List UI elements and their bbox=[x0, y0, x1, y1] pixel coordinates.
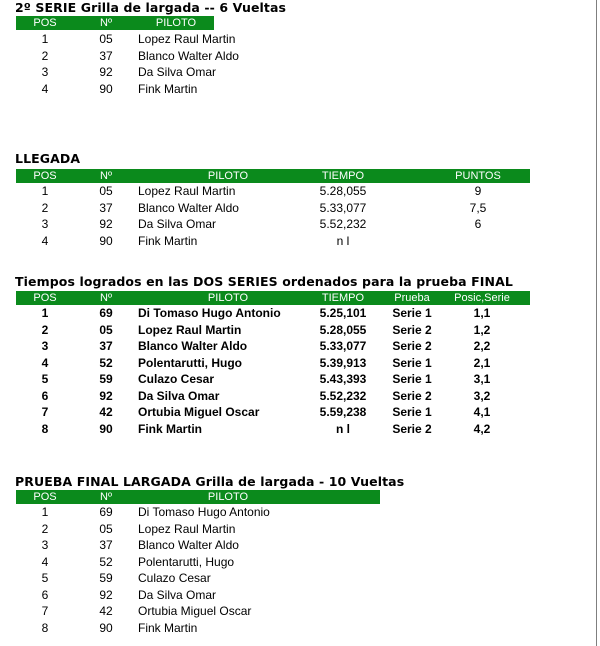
table-row bbox=[16, 322, 530, 339]
table-row bbox=[16, 48, 530, 65]
table-row bbox=[16, 404, 530, 421]
cell-pos: 4 bbox=[41, 554, 49, 569]
cell-piloto: Ortubia Miguel Oscar bbox=[138, 405, 260, 419]
table-row bbox=[16, 233, 530, 250]
cell-pos: 1 bbox=[41, 32, 49, 46]
cell-piloto: Lopez Raul Martin bbox=[138, 32, 236, 46]
cell-tiempo: n l bbox=[336, 421, 350, 436]
table-row bbox=[16, 64, 530, 81]
col-header-pos: POS bbox=[33, 491, 57, 503]
table-row bbox=[16, 587, 530, 604]
col-header-pos: POS bbox=[33, 17, 57, 29]
page-right-border bbox=[596, 0, 597, 646]
cell-pos: 3 bbox=[41, 65, 49, 79]
col-header-pos: POS bbox=[33, 292, 57, 304]
serie2-header-row bbox=[16, 16, 214, 30]
cell-piloto: Fink Martin bbox=[138, 620, 198, 635]
cell-tiempo: 5.52,232 bbox=[319, 217, 367, 231]
cell-pos: 1 bbox=[41, 184, 49, 198]
col-header-piloto: PILOTO bbox=[207, 292, 249, 304]
table-row bbox=[16, 537, 530, 554]
tiempos-title: Tiempos logrados en las DOS SERIES ordenados para la prueba FINAL bbox=[15, 274, 513, 289]
cell-tiempo: 5.52,232 bbox=[319, 388, 367, 403]
table-row bbox=[16, 81, 530, 98]
final-header-row bbox=[16, 490, 380, 504]
cell-piloto: Blanco Walter Aldo bbox=[138, 48, 239, 63]
cell-pos: 7 bbox=[41, 604, 49, 618]
cell-piloto: Culazo Cesar bbox=[138, 571, 211, 585]
cell-piloto: Blanco Walter Aldo bbox=[138, 339, 248, 353]
cell-piloto: Da Silva Omar bbox=[138, 587, 217, 602]
cell-num: 92 bbox=[99, 65, 113, 79]
table-row bbox=[16, 305, 530, 322]
cell-pos: 4 bbox=[41, 355, 49, 370]
cell-num: 05 bbox=[99, 32, 113, 46]
cell-num: 37 bbox=[99, 200, 113, 215]
cell-num: 42 bbox=[99, 604, 113, 618]
cell-posic: 3,2 bbox=[473, 388, 491, 403]
cell-puntos: 9 bbox=[474, 184, 482, 198]
cell-prueba: Serie 1 bbox=[392, 355, 432, 370]
cell-piloto: Lopez Raul Martin bbox=[138, 521, 236, 536]
cell-tiempo: 5.39,913 bbox=[319, 355, 367, 370]
cell-piloto: Lopez Raul Martin bbox=[138, 322, 242, 337]
cell-pos: 2 bbox=[41, 200, 49, 215]
cell-pos: 5 bbox=[41, 372, 49, 386]
table-row bbox=[16, 183, 530, 200]
cell-posic: 4,1 bbox=[473, 405, 491, 419]
cell-num: 37 bbox=[99, 339, 113, 353]
cell-pos: 2 bbox=[41, 521, 49, 536]
col-header-prueba: Prueba bbox=[394, 292, 430, 304]
llegada-header-row bbox=[16, 169, 530, 183]
cell-pos: 8 bbox=[41, 421, 49, 436]
cell-piloto: Lopez Raul Martin bbox=[138, 184, 236, 198]
serie2-title: 2º SERIE Grilla de largada -- 6 Vueltas bbox=[15, 0, 287, 15]
cell-num: 59 bbox=[99, 571, 113, 585]
llegada-title: LLEGADA bbox=[15, 151, 81, 166]
col-header-tiempo: TIEMPO bbox=[321, 170, 365, 182]
cell-pos: 2 bbox=[41, 48, 49, 63]
table-row bbox=[16, 504, 530, 521]
cell-pos: 3 bbox=[41, 538, 49, 552]
cell-tiempo: 5.33,077 bbox=[319, 200, 367, 215]
cell-pos: 3 bbox=[41, 339, 49, 353]
col-header-pos: POS bbox=[33, 170, 57, 182]
cell-tiempo: 5.28,055 bbox=[319, 184, 367, 198]
cell-piloto: Da Silva Omar bbox=[138, 65, 217, 79]
col-header-num: Nº bbox=[100, 170, 112, 182]
cell-pos: 6 bbox=[41, 388, 49, 403]
cell-piloto: Blanco Walter Aldo bbox=[138, 538, 239, 552]
cell-posic: 2,2 bbox=[473, 339, 491, 353]
table-row bbox=[16, 31, 530, 48]
table-row bbox=[16, 570, 530, 587]
cell-tiempo: 5.25,101 bbox=[319, 306, 367, 320]
cell-puntos: 6 bbox=[474, 217, 482, 231]
cell-piloto: Culazo Cesar bbox=[138, 372, 215, 386]
cell-prueba: Serie 2 bbox=[392, 388, 432, 403]
cell-tiempo: 5.43,393 bbox=[319, 372, 367, 386]
table-row bbox=[16, 421, 530, 438]
col-header-piloto: PILOTO bbox=[207, 491, 249, 503]
cell-num: 92 bbox=[99, 587, 113, 602]
col-header-piloto: PILOTO bbox=[207, 170, 249, 182]
cell-pos: 3 bbox=[41, 217, 49, 231]
cell-pos: 1 bbox=[41, 505, 49, 519]
col-header-num: Nº bbox=[100, 17, 112, 29]
cell-piloto: Fink Martin bbox=[138, 233, 198, 248]
cell-posic: 4,2 bbox=[473, 421, 491, 436]
table-row bbox=[16, 554, 530, 571]
cell-pos: 8 bbox=[41, 620, 49, 635]
cell-piloto: Polentarutti, Hugo bbox=[138, 554, 235, 569]
cell-puntos: 7,5 bbox=[469, 200, 487, 215]
cell-tiempo: n l bbox=[336, 233, 350, 248]
cell-num: 90 bbox=[99, 81, 113, 96]
cell-posic: 2,1 bbox=[473, 355, 491, 370]
cell-piloto: Polentarutti, Hugo bbox=[138, 355, 242, 370]
cell-num: 05 bbox=[99, 521, 113, 536]
table-row bbox=[16, 388, 530, 405]
col-header-piloto: PILOTO bbox=[155, 17, 197, 29]
cell-num: 90 bbox=[99, 620, 113, 635]
cell-num: 52 bbox=[99, 355, 113, 370]
cell-prueba: Serie 2 bbox=[392, 339, 432, 353]
cell-piloto: Blanco Walter Aldo bbox=[138, 200, 239, 215]
cell-piloto: Da Silva Omar bbox=[138, 388, 220, 403]
cell-num: 37 bbox=[99, 48, 113, 63]
cell-pos: 4 bbox=[41, 233, 49, 248]
cell-num: 59 bbox=[99, 372, 113, 386]
table-row bbox=[16, 371, 530, 388]
cell-num: 37 bbox=[99, 538, 113, 552]
cell-prueba: Serie 1 bbox=[392, 405, 432, 419]
cell-pos: 4 bbox=[41, 81, 49, 96]
cell-piloto: Di Tomaso Hugo Antonio bbox=[138, 306, 281, 320]
final-title: PRUEBA FINAL LARGADA Grilla de largada - 10 Vueltas bbox=[15, 474, 405, 489]
cell-piloto: Fink Martin bbox=[138, 421, 203, 436]
cell-prueba: Serie 2 bbox=[392, 421, 432, 436]
cell-puntos bbox=[446, 233, 510, 250]
cell-piloto: Ortubia Miguel Oscar bbox=[138, 604, 252, 618]
table-row bbox=[16, 603, 530, 620]
cell-posic: 1,2 bbox=[473, 322, 491, 337]
cell-num: 05 bbox=[99, 322, 113, 337]
cell-num: 05 bbox=[99, 184, 113, 198]
cell-num: 69 bbox=[99, 505, 113, 519]
cell-pos: 2 bbox=[41, 322, 49, 337]
cell-piloto: Di Tomaso Hugo Antonio bbox=[138, 505, 270, 519]
table-row bbox=[16, 338, 530, 355]
cell-tiempo: 5.33,077 bbox=[319, 339, 367, 353]
table-row bbox=[16, 521, 530, 538]
cell-posic: 3,1 bbox=[473, 372, 491, 386]
table-row bbox=[16, 355, 530, 372]
cell-num: 92 bbox=[99, 388, 113, 403]
cell-num: 90 bbox=[99, 421, 113, 436]
cell-prueba: Serie 1 bbox=[392, 306, 432, 320]
table-row bbox=[16, 620, 530, 637]
col-header-num: Nº bbox=[100, 491, 112, 503]
cell-posic: 1,1 bbox=[473, 306, 491, 320]
col-header-tiempo: TIEMPO bbox=[321, 292, 365, 304]
tiempos-header-row bbox=[16, 291, 530, 305]
cell-num: 52 bbox=[99, 554, 113, 569]
table-row bbox=[16, 200, 530, 217]
cell-pos: 1 bbox=[41, 306, 49, 320]
col-header-puntos: PUNTOS bbox=[455, 170, 501, 182]
col-header-num: Nº bbox=[100, 292, 112, 304]
cell-num: 90 bbox=[99, 233, 113, 248]
col-header-posic-serie: Posic,Serie bbox=[454, 292, 510, 304]
cell-num: 42 bbox=[99, 405, 113, 419]
cell-num: 92 bbox=[99, 217, 113, 231]
cell-pos: 7 bbox=[41, 405, 49, 419]
cell-pos: 5 bbox=[41, 571, 49, 585]
cell-pos: 6 bbox=[41, 587, 49, 602]
cell-prueba: Serie 2 bbox=[392, 322, 432, 337]
cell-tiempo: 5.28,055 bbox=[319, 322, 367, 337]
table-row bbox=[16, 216, 530, 233]
cell-piloto: Da Silva Omar bbox=[138, 217, 217, 231]
cell-piloto: Fink Martin bbox=[138, 81, 198, 96]
cell-prueba: Serie 1 bbox=[392, 372, 432, 386]
cell-tiempo: 5.59,238 bbox=[319, 405, 367, 419]
cell-num: 69 bbox=[99, 306, 113, 320]
